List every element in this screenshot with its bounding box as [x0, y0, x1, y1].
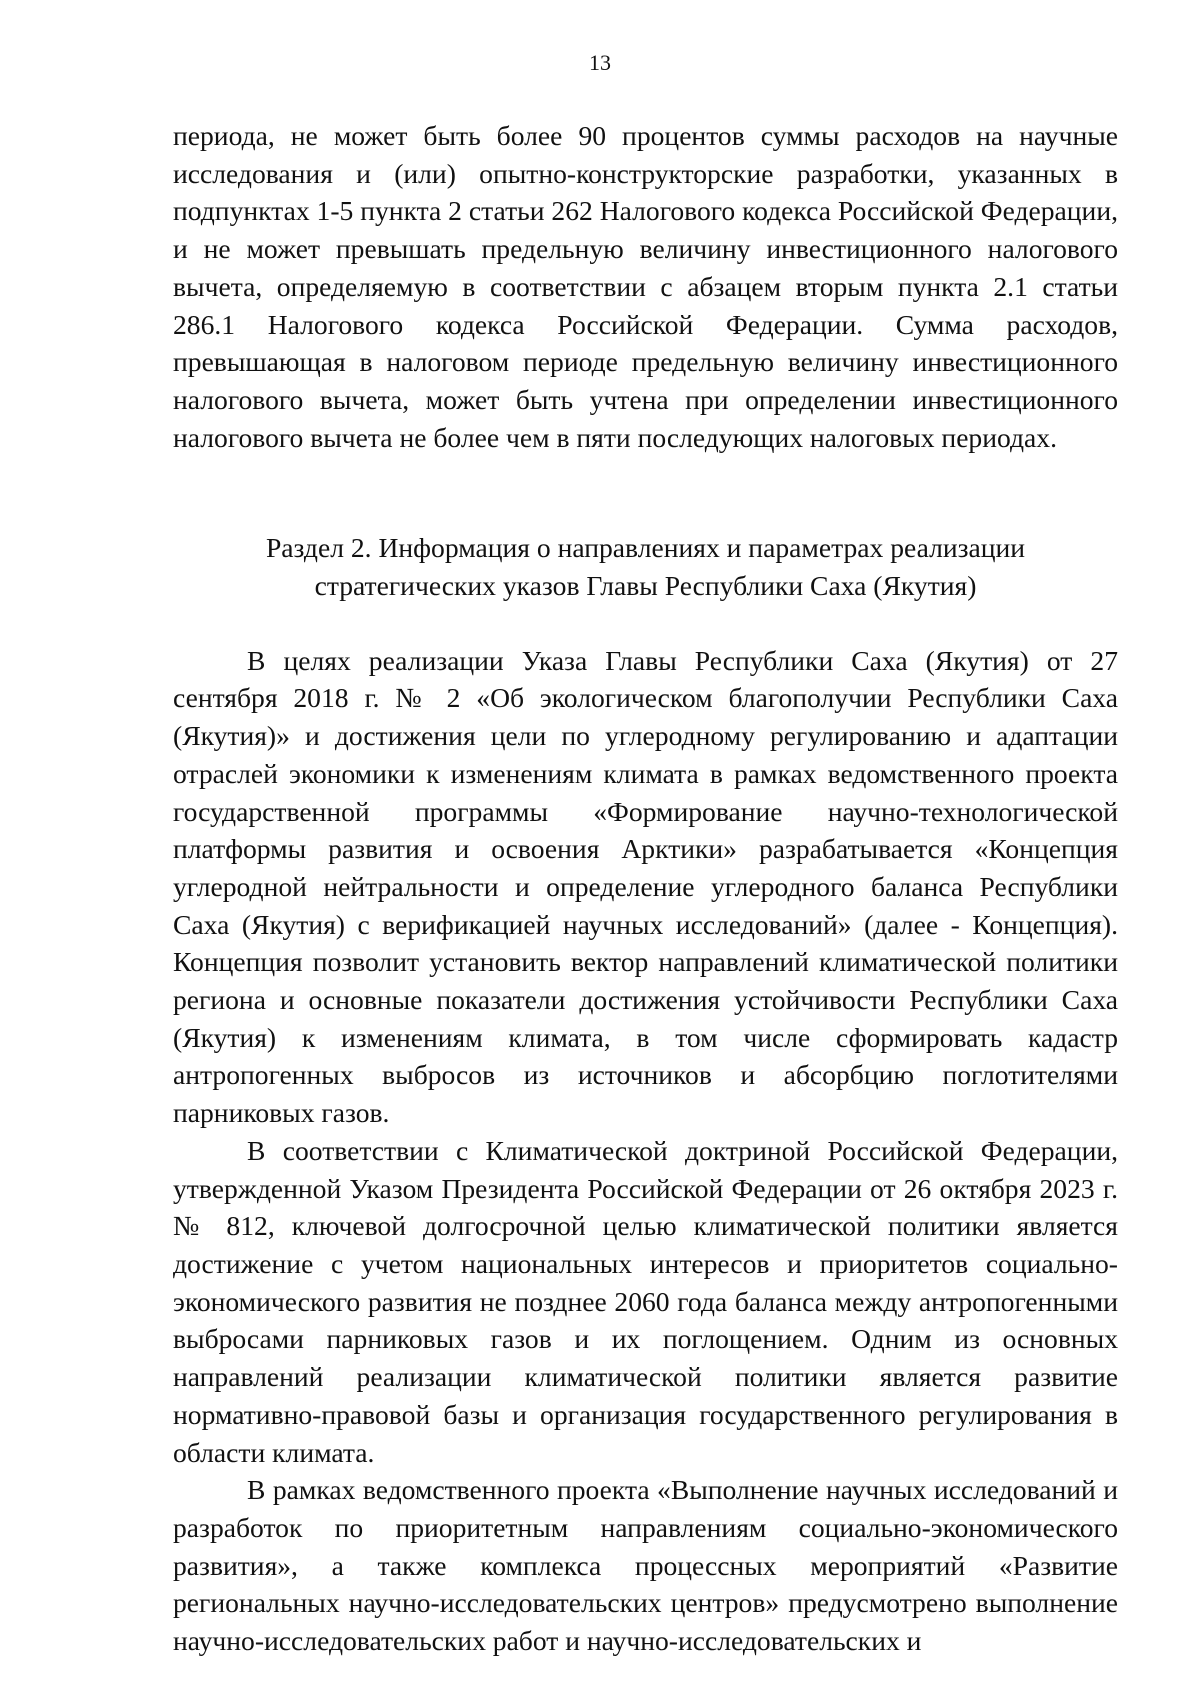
- paragraph-research-projects: В рамках ведомственного проекта «Выполнение научных исследований и разработок по приоритетным направлениям социально-экономического развития», а также комплекса процессных мероприятий «Развитие региональных научно-исследовательских центров» предусмотрено выполнение научно-исследовательских работ и научно-исследовательских и: [173, 1474, 1118, 1657]
- page-number: 13: [589, 50, 611, 75]
- paragraph-climate-doctrine: В соответствии с Климатической доктриной Российской Федерации, утвержденной Указом Президента Российской Федерации от 26 октября 2023 г. № 812, ключевой долгосрочной целью климатической политики является достижение с учетом национальных интересов и приоритетов социально-экономического развития не позднее 2060 года баланса между антропогенными выбросами парниковых газов и их поглощением. Одним из основных направлений реализации климатической политики является развитие нормативно-правовой базы и организация государственного регулирования в области климата.: [173, 1134, 1118, 1468]
- document-body: [173, 117, 1118, 1660]
- paragraph-concept: В целях реализации Указа Главы Республики Саха (Якутия) от 27 сентября 2018 г. № 2 «Об экологическом благополучии Республики Саха (Якутия)» и достижения цели по углеродному регулированию и адаптации отраслей экономики к изменениям климата в рамках ведомственного проекта государственной программы «Формирование научно-технологической платформы развития и освоения Арктики» разрабатывается «Концепция углеродной нейтральности и определение углеродного баланса Республики Саха (Якутия) с верификацией научных исследований» (далее - Концепция). Концепция позволит установить вектор направлений климатической политики региона и основные показатели достижения устойчивости Республики Саха (Якутия) к изменениям климата, в том числе сформировать кадастр антропогенных выбросов из источников и абсорбцию поглотителями парниковых газов.: [173, 644, 1118, 1129]
- paragraph-continuation: периода, не может быть более 90 процентов суммы расходов на научные исследования и (или) опытно-конструкторские разработки, указанных в подпунктах 1-5 пункта 2 статьи 262 Налогового кодекса Российской Федерации, и не может превышать предельную величину инвестиционного налогового вычета, определяемую в соответствии с абзацем вторым пункта 2.1 статьи 286.1 Налогового кодекса Российской Федерации. Сумма расходов, превышающая в налоговом периоде предельную величину инвестиционного налогового вычета, может быть учтена при определении инвестиционного налогового вычета не более чем в пяти последующих налоговых периодах.: [173, 120, 1118, 453]
- section-heading-line-2: стратегических указов Главы Республики Саха (Якутия): [314, 570, 977, 602]
- section-heading: [173, 529, 1118, 604]
- section-heading-line-1: Раздел 2. Информация о направлениях и параметрах реализации: [265, 532, 1026, 564]
